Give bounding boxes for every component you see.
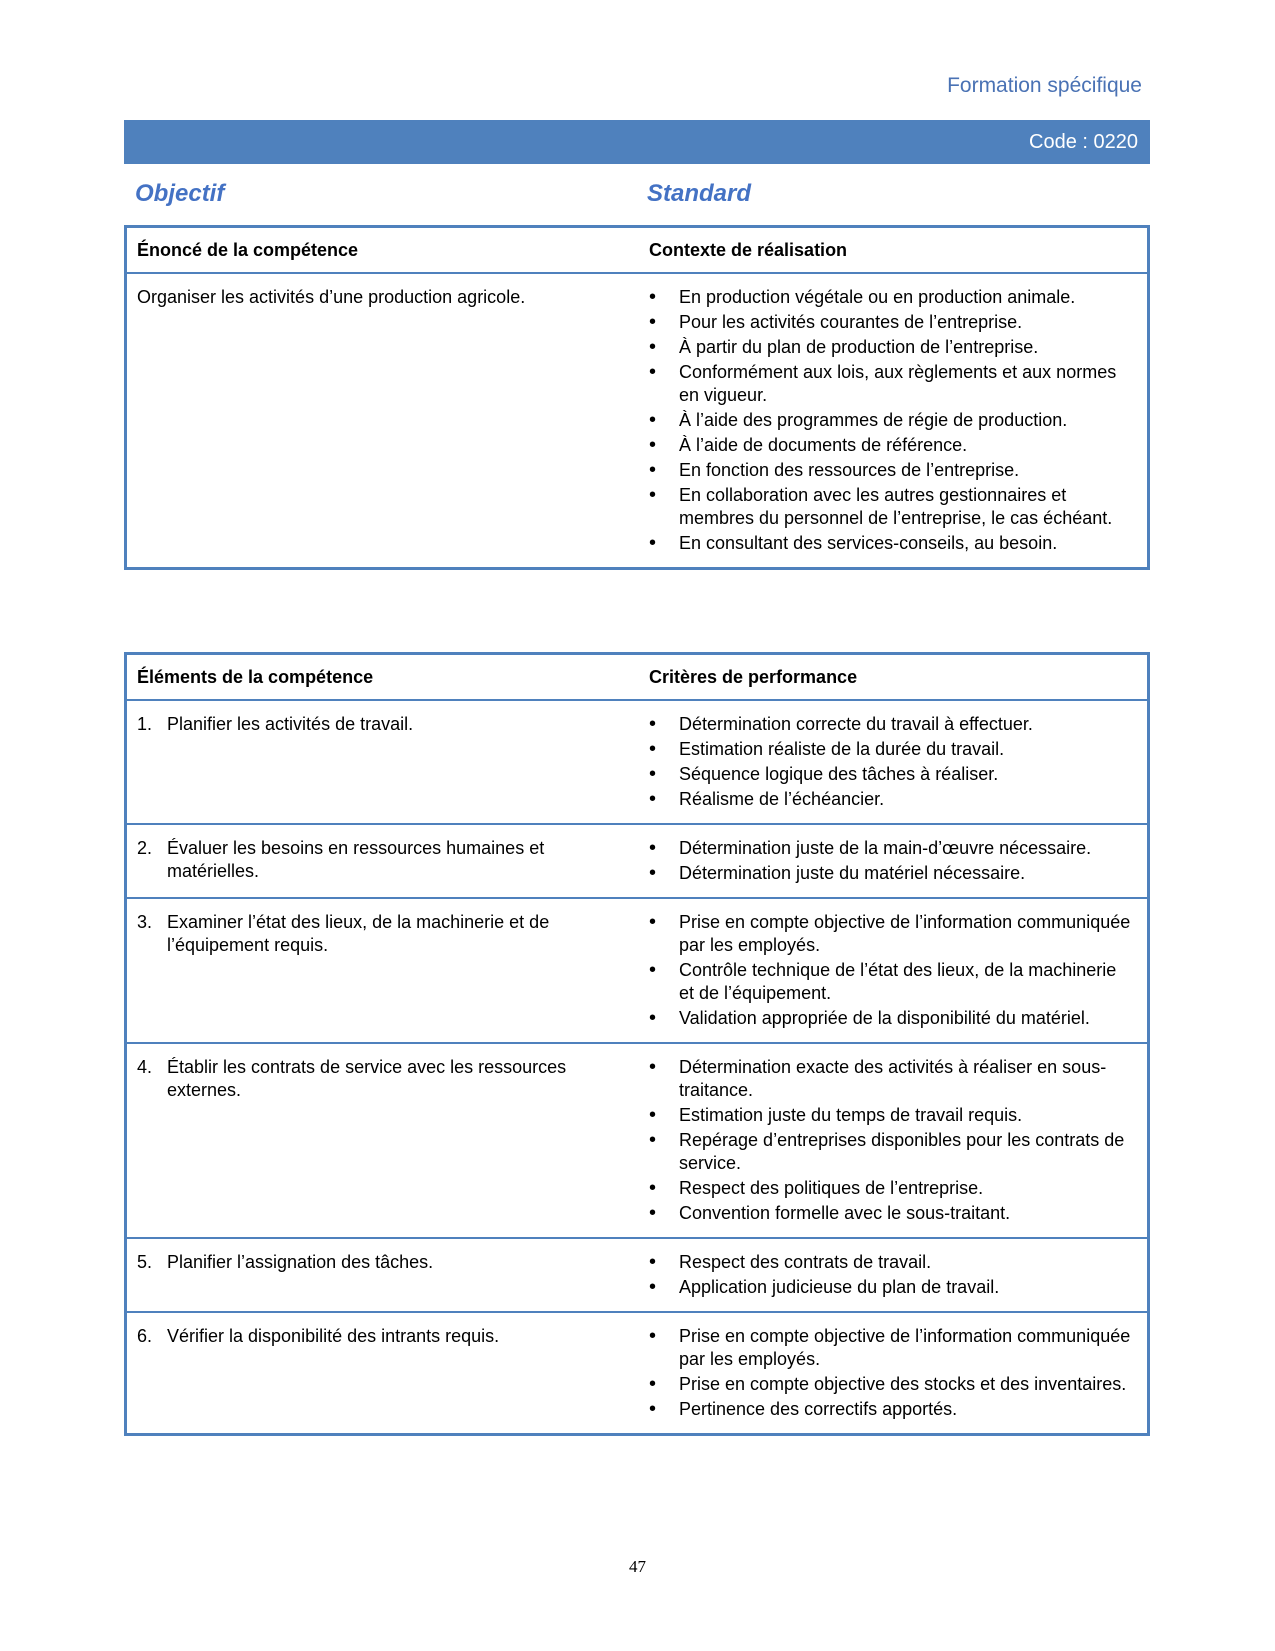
competence-table: [124, 225, 1150, 570]
criteria-item: • Prise en compte objective de l’information communiquée par les employés.: [649, 911, 1135, 957]
element-row: [126, 824, 1149, 898]
criteria-item: • Séquence logique des tâches à réaliser.: [649, 763, 1135, 786]
code-bar: [124, 120, 1150, 164]
criteria-item: • Application judicieuse du plan de travail.: [649, 1276, 1135, 1299]
criteria-item: • Détermination juste du matériel nécessaire.: [649, 862, 1135, 885]
criteria-item: • Convention formelle avec le sous-traitant.: [649, 1202, 1135, 1225]
criteria-item: • Prise en compte objective de l’information communiquée par les employés.: [649, 1325, 1135, 1371]
criteria-item: • Détermination juste de la main-d’œuvre nécessaire.: [649, 837, 1135, 860]
element-item: [137, 1056, 649, 1102]
criteria-item: • Détermination exacte des activités à réaliser en sous-traitance.: [649, 1056, 1135, 1102]
context-header: Contexte de réalisation: [649, 227, 1149, 274]
context-item: • À partir du plan de production de l’entreprise.: [649, 336, 1135, 359]
context-item: • En consultant des services-conseils, au besoin.: [649, 532, 1135, 555]
criteria-item: • Repérage d’entreprises disponibles pour les contrats de service.: [649, 1129, 1135, 1175]
element-number: 6.: [137, 1326, 153, 1346]
element-text: Établir les contrats de service avec les ressources externes.: [167, 1057, 567, 1100]
section-title-objectif: Objectif: [135, 180, 225, 207]
criteria-list: [649, 713, 1135, 811]
criteria-item: • Validation appropriée de la disponibilité du matériel.: [649, 1007, 1135, 1030]
context-item: • En production végétale ou en production animale.: [649, 286, 1135, 309]
element-text: Examiner l’état des lieux, de la machinerie et de l’équipement requis.: [167, 912, 550, 955]
element-row: [126, 700, 1149, 824]
criteria-list: [649, 1251, 1135, 1299]
context-item: • À l’aide des programmes de régie de production.: [649, 409, 1135, 432]
competence-header: Énoncé de la compétence: [126, 227, 650, 274]
criteria-item: • Prise en compte objective des stocks et des inventaires.: [649, 1373, 1135, 1396]
page-number: 47: [629, 1557, 646, 1576]
section-title-standard: Standard: [647, 180, 752, 207]
criteria-item: • Contrôle technique de l’état des lieux, de la machinerie et de l’équipement.: [649, 959, 1135, 1005]
elements-header: Éléments de la compétence: [126, 654, 650, 701]
element-row: [126, 898, 1149, 1043]
criteria-item: • Respect des contrats de travail.: [649, 1251, 1135, 1274]
criteria-header: Critères de performance: [649, 654, 1149, 701]
context-item: • En collaboration avec les autres gestionnaires et membres du personnel de l’entreprise, le cas échéant.: [649, 484, 1135, 530]
context-item: • Pour les activités courantes de l’entreprise.: [649, 311, 1135, 334]
criteria-item: • Détermination correcte du travail à effectuer.: [649, 713, 1135, 736]
element-text: Évaluer les besoins en ressources humaines et matérielles.: [167, 838, 545, 881]
context-item: • À l’aide de documents de référence.: [649, 434, 1135, 457]
document-header-title: Formation spécifique: [947, 74, 1142, 97]
elements-table: [124, 652, 1150, 1436]
context-list: [649, 286, 1135, 555]
element-item: [137, 911, 649, 957]
criteria-item: • Pertinence des correctifs apportés.: [649, 1398, 1135, 1421]
element-row: [126, 1312, 1149, 1435]
element-number: 2.: [137, 838, 153, 858]
element-text: Planifier l’assignation des tâches.: [167, 1252, 434, 1272]
element-number: 5.: [137, 1252, 153, 1272]
context-item: • Conformément aux lois, aux règlements et aux normes en vigueur.: [649, 361, 1135, 407]
criteria-list: [649, 837, 1135, 885]
element-item: [137, 1251, 649, 1274]
element-item: [137, 713, 649, 736]
criteria-item: • Respect des politiques de l’entreprise.: [649, 1177, 1135, 1200]
criteria-list: [649, 1056, 1135, 1225]
element-row: [126, 1043, 1149, 1238]
competence-statement: Organiser les activités d’une production agricole.: [137, 287, 526, 307]
element-row: [126, 1238, 1149, 1312]
criteria-list: [649, 911, 1135, 1030]
criteria-list: [649, 1325, 1135, 1421]
element-number: 1.: [137, 714, 153, 734]
criteria-item: • Estimation juste du temps de travail requis.: [649, 1104, 1135, 1127]
criteria-item: • Réalisme de l’échéancier.: [649, 788, 1135, 811]
element-item: [137, 1325, 649, 1348]
element-text: Vérifier la disponibilité des intrants requis.: [167, 1326, 500, 1346]
code-label: Code : 0220: [1029, 131, 1138, 153]
element-text: Planifier les activités de travail.: [167, 714, 414, 734]
element-item: [137, 837, 649, 883]
criteria-item: • Estimation réaliste de la durée du travail.: [649, 738, 1135, 761]
element-number: 3.: [137, 912, 153, 932]
context-item: • En fonction des ressources de l’entreprise.: [649, 459, 1135, 482]
element-number: 4.: [137, 1057, 153, 1077]
